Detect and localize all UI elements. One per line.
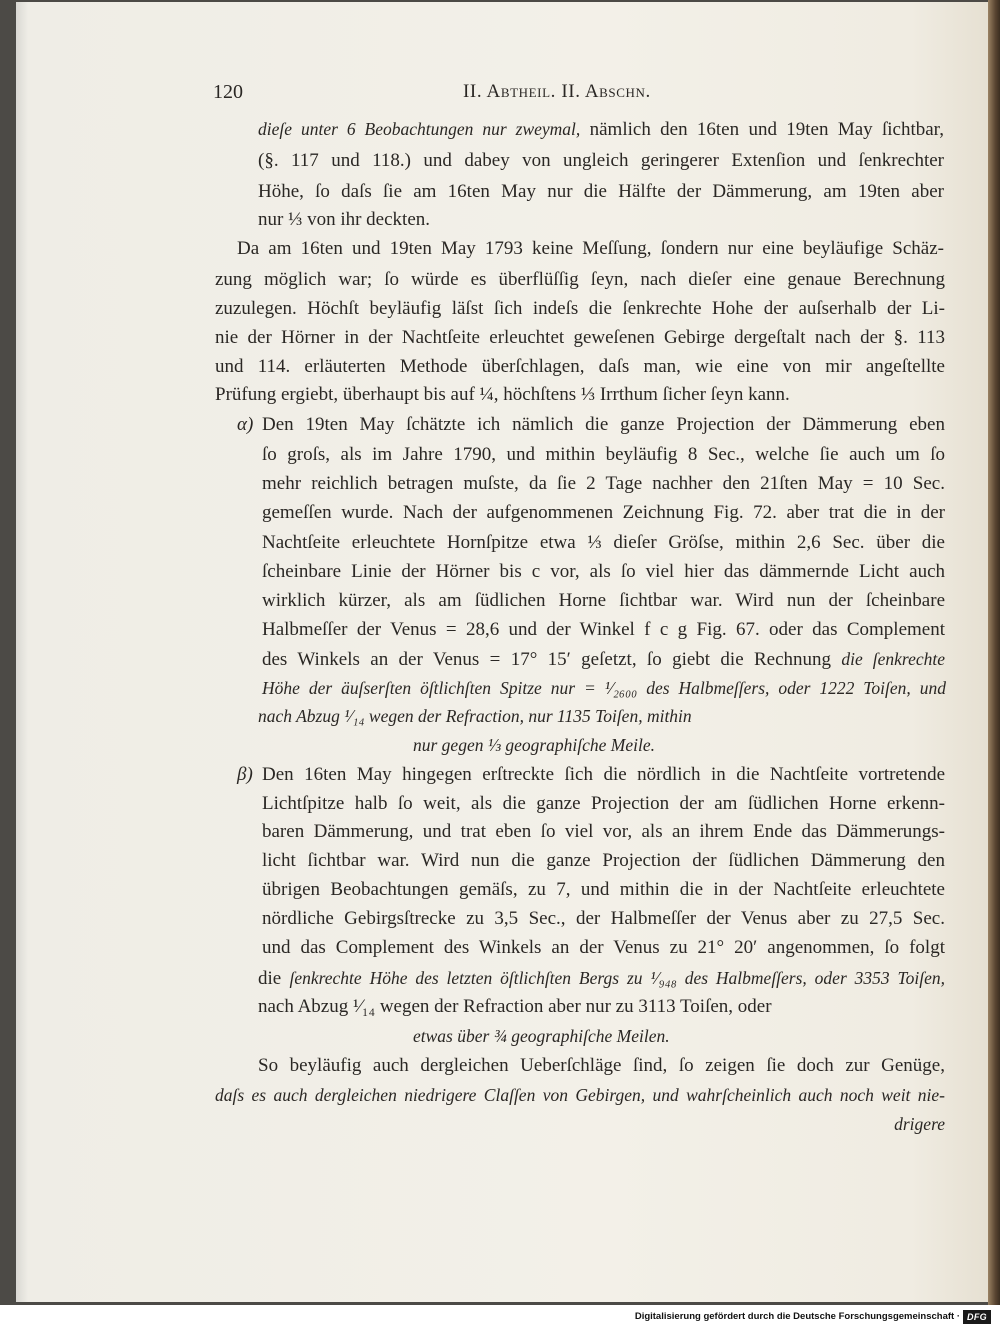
text: des Winkels an der Venus = 17° 15′ geſetzt, ſo giebt die Rechnung [262, 649, 842, 670]
text: baren Dämmerung, und trat eben ſo viel vor, als an ihrem Ende das Dämmerungs- [262, 821, 945, 842]
text-line [258, 702, 944, 730]
text-line [262, 645, 945, 673]
text-line [262, 558, 945, 586]
text: Den 16ten May hingegen erſtreckte ſich die nördlich in die Nachtſeite vortretende [262, 764, 945, 785]
text: ſcheinbare Linie der Hörner bis c vor, als ſo viel hier das dämmernde Licht auch [262, 561, 945, 582]
text-line-centered [413, 1022, 813, 1050]
text-line [215, 1081, 945, 1109]
text-line [262, 905, 945, 933]
text: licht ſichtbar war. Wird nun die ganze Projection der ſüdlichen Dämmerung den [262, 850, 945, 871]
italic-text: etwas über ¾ geographiſche Meilen. [413, 1026, 670, 1046]
text: zung möglich war; ſo würde es überflüſſig ſeyn, nach dieſer eine genaue Berechnung [215, 269, 945, 290]
text-line [262, 934, 945, 962]
text-line [262, 529, 945, 557]
text: nie der Hörner in der Nachtſeite erleuchtet geweſenen Gebirge dergeſtalt nach der §. 113 [215, 327, 945, 348]
funding-credit: Digitalisierung gefördert durch die Deutsche Forschungsgemeinschaft · [634, 1311, 960, 1322]
page-number: 120 [213, 81, 243, 103]
text: Höhe, ſo daſs ſie am 16ten May nur die Hälfte der Dämmerung, am 19ten aber [258, 181, 944, 202]
text-line [215, 295, 945, 323]
text: nur ⅓ von ihr deckten. [258, 209, 431, 230]
text: zuzulegen. Höchſt beyläufig läſst ſich indeſs die ſenkrechte Hohe der auſserhalb der Li- [215, 298, 945, 319]
text: gemeſſen wurde. Nach der aufgenommenen Zeichnung Fig. 72. aber trat die in der [262, 502, 945, 523]
text: und das Complement des Winkels an der Venus zu 21° 20′ angenommen, ſo folgt [262, 937, 945, 958]
text-line [258, 964, 945, 992]
text-line [258, 993, 944, 1021]
text: ſo groſs, als im Jahre 1790, und mithin beyläufig 8 Sec., welche ſie auch um ſo [262, 444, 945, 465]
text: nördliche Gebirgsſtrecke zu 3,5 Sec., der Halbmeſſer der Venus aber zu 27,5 Sec. [262, 908, 945, 929]
text-line [215, 266, 945, 294]
text-line [262, 441, 945, 469]
text: Halbmeſſer der Venus = 28,6 und der Winkel f c g Fig. 67. oder das Complement [262, 619, 945, 640]
list-marker-alpha: α) [237, 414, 254, 435]
text: nämlich den 16ten und 19ten May ſichtbar, [580, 119, 944, 140]
list-marker-beta: β) [237, 764, 253, 785]
text-line [262, 674, 946, 702]
text-line [258, 206, 944, 234]
italic-text: ſenkrechte Höhe des letzten öſtlichſten Bergs zu ¹⁄₉₄₈ des Halbmeſſers, oder 3353 Toiſen, [289, 968, 945, 988]
text: Da am 16ten und 19ten May 1793 keine Meſſung, ſondern nur eine beyläufige Schäz- [237, 238, 944, 259]
text: Nachtſeite erleuchtete Hornſpitze etwa ⅓ dieſer Gröſse, mithin 2,6 Sec. über die [262, 532, 945, 553]
text: und 114. erläuterten Methode überſchlagen, daſs man, wie eine von mir angeſtellte [215, 356, 945, 377]
text: mehr reichlich betragen muſste, da ſie 2 Tage nachher den 21ſten May = 10 Sec. [262, 473, 945, 494]
text: nach Abzug ¹⁄₁₄ wegen der Refraction aber nur zu 3113 Toiſen, oder [258, 996, 772, 1017]
italic-text: die ſenkrechte [841, 649, 945, 669]
text-line [262, 587, 945, 615]
text-line [262, 411, 945, 439]
text-line [262, 761, 945, 789]
text: Den 19ten May ſchätzte ich nämlich die ganze Projection der Dämmerung eben [262, 414, 945, 435]
text: die [258, 968, 290, 989]
text-line [237, 235, 944, 263]
italic-text: daſs es auch dergleichen niedrigere Claſſen von Gebirgen, und wahrſcheinlich auch noch weit nie- [215, 1085, 945, 1105]
text-line [258, 115, 944, 143]
catchword [215, 1110, 945, 1138]
text-line [258, 178, 944, 206]
italic-text: dieſe unter 6 Beobachtungen nur zweymal, [258, 119, 581, 139]
italic-text: Höhe der äuſserſten öſtlichſten Spitze nur = ¹⁄₂₆₀₀ des Halbmeſſers, oder 1222 Toiſen, und [262, 678, 946, 698]
text-line [258, 147, 944, 175]
text-line [262, 818, 945, 846]
running-title: II. Abtheil. II. Abschn. [463, 81, 651, 102]
text-line [262, 470, 945, 498]
dfg-logo: DFG [963, 1310, 991, 1324]
italic-text: nur gegen ⅓ geographiſche Meile. [413, 735, 656, 755]
text-line [262, 847, 945, 875]
text: Lichtſpitze halb ſo weit, als die ganze Projection der am ſüdlichen Horne erkenn- [262, 793, 945, 814]
italic-text: nach Abzug ¹⁄₁₄ wegen der Refraction, nur 1135 Toiſen, mithin [258, 706, 692, 726]
text-line [215, 353, 945, 381]
italic-text: drigere [894, 1114, 945, 1134]
text: wirklich kürzer, als am ſüdlichen Horne ſichtbar war. Wird nun der ſcheinbare [262, 590, 945, 611]
text: So beyläufig auch dergleichen Ueberſchläge ſind, ſo zeigen ſie doch zur Genüge, [258, 1055, 945, 1076]
text-line [262, 499, 945, 527]
text-line [215, 324, 945, 352]
text: übrigen Beobachtungen gemäſs, zu 7, und mithin die in der Nachtſeite erleuchtete [262, 879, 945, 900]
text-line [262, 616, 945, 644]
text-line [262, 876, 945, 904]
text-line [258, 1052, 945, 1080]
text-line [262, 790, 945, 818]
text-line [215, 381, 945, 409]
text-line-centered [413, 731, 813, 759]
text: Prüfung ergiebt, überhaupt bis auf ¼, höchſtens ⅓ Irrthum ſicher ſeyn kann. [215, 384, 790, 405]
text: (§. 117 und 118.) und dabey von ungleich geringerer Extenſion und ſenkrechter [258, 150, 944, 171]
